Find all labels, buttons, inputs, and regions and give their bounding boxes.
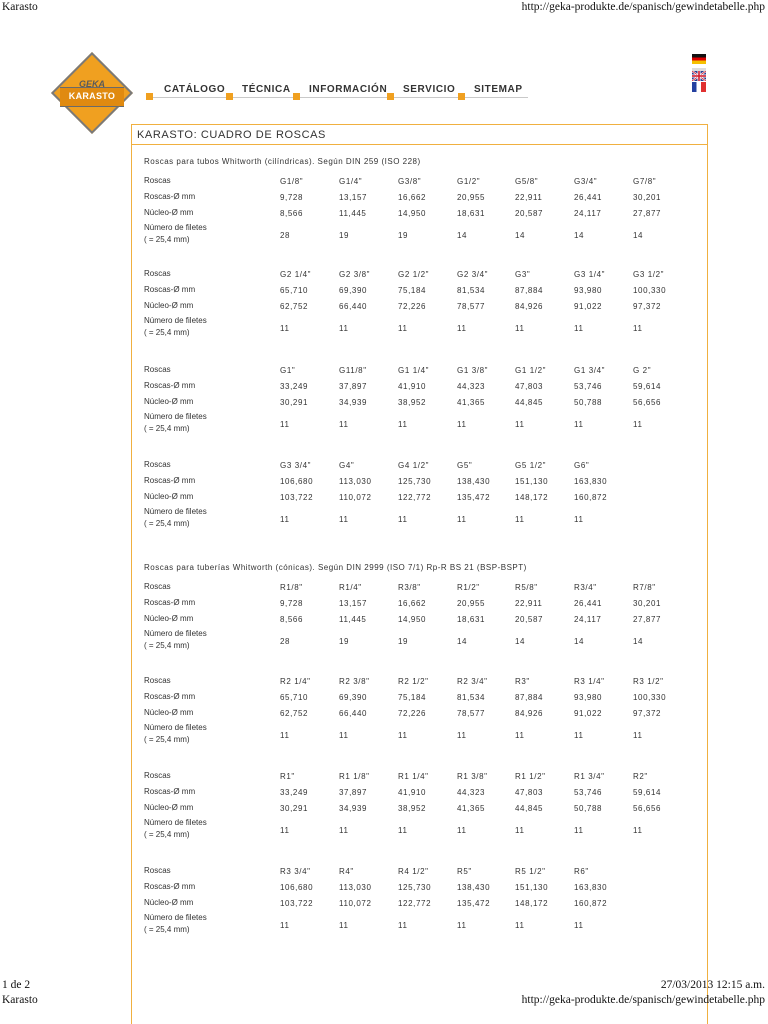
outer-diameter-cell: 13,157 <box>339 193 368 202</box>
outer-diameter-cell: 93,980 <box>574 693 603 702</box>
row-label-threads: Número de filetes <box>144 507 207 516</box>
row-label-roscas: Roscas <box>144 676 171 685</box>
print-header-title: Karasto <box>2 1 38 13</box>
row-label-core: Núcleo-Ø mm <box>144 898 194 907</box>
print-footer-page: 1 de 2 <box>2 979 31 991</box>
outer-diameter-cell: 47,803 <box>515 382 544 391</box>
thread-size-cell: G3/4" <box>574 177 598 186</box>
threads-per-inch-cell: 11 <box>515 324 525 333</box>
outer-diameter-cell: 113,030 <box>339 477 372 486</box>
logo-bottom-text: KARASTO <box>68 91 116 101</box>
row-label-diameter: Roscas-Ø mm <box>144 598 196 607</box>
threads-per-inch-cell: 11 <box>280 324 290 333</box>
outer-diameter-cell: 75,184 <box>398 286 427 295</box>
core-diameter-cell: 20,587 <box>515 209 544 218</box>
row-label-threads-unit: ( = 25,4 mm) <box>144 641 190 650</box>
core-diameter-cell: 97,372 <box>633 302 662 311</box>
core-diameter-cell: 27,877 <box>633 209 662 218</box>
threads-per-inch-cell: 14 <box>633 231 644 240</box>
thread-size-cell: R6" <box>574 867 589 876</box>
threads-per-inch-cell: 11 <box>280 731 290 740</box>
row-label-diameter: Roscas-Ø mm <box>144 476 196 485</box>
threads-per-inch-cell: 11 <box>339 826 349 835</box>
outer-diameter-cell: 44,323 <box>457 382 486 391</box>
outer-diameter-cell: 16,662 <box>398 599 427 608</box>
core-diameter-cell: 41,365 <box>457 398 486 407</box>
outer-diameter-cell: 65,710 <box>280 286 309 295</box>
print-footer-title: Karasto <box>2 994 38 1006</box>
thread-size-cell: G4" <box>339 461 355 470</box>
outer-diameter-cell: 47,803 <box>515 788 544 797</box>
row-label-diameter: Roscas-Ø mm <box>144 882 196 891</box>
outer-diameter-cell: 69,390 <box>339 693 368 702</box>
row-label-roscas: Roscas <box>144 866 171 875</box>
outer-diameter-cell: 22,911 <box>515 599 543 608</box>
print-footer <box>0 979 768 1019</box>
outer-diameter-cell: 22,911 <box>515 193 543 202</box>
thread-size-cell: R5" <box>457 867 472 876</box>
nav-item-tecnica[interactable]: TÉCNICA <box>242 84 291 95</box>
outer-diameter-cell: 13,157 <box>339 599 368 608</box>
outer-diameter-cell: 26,441 <box>574 599 603 608</box>
outer-diameter-cell: 26,441 <box>574 193 603 202</box>
core-diameter-cell: 122,772 <box>398 493 432 502</box>
section-title: Roscas para tuberías Whitworth (cónicas). Según DIN 2999 (ISO 7/1) Rp-R BS 21 (BSP-BSPT) <box>144 563 527 572</box>
thread-size-cell: R3" <box>515 677 530 686</box>
row-label-threads: Número de filetes <box>144 913 207 922</box>
core-diameter-cell: 135,472 <box>457 493 491 502</box>
outer-diameter-cell: 53,746 <box>574 788 603 797</box>
print-footer-datetime: 27/03/2013 12:15 a.m. <box>660 979 765 991</box>
row-label-diameter: Roscas-Ø mm <box>144 285 196 294</box>
threads-per-inch-cell: 11 <box>398 731 408 740</box>
nav-bullet <box>458 93 465 100</box>
thread-size-cell: G3 3/4" <box>280 461 312 470</box>
threads-per-inch-cell: 11 <box>457 420 467 429</box>
core-diameter-cell: 18,631 <box>457 615 486 624</box>
threads-per-inch-cell: 11 <box>515 515 525 524</box>
threads-per-inch-cell: 11 <box>457 826 467 835</box>
thread-size-cell: G2 1/4" <box>280 270 312 279</box>
row-label-core: Núcleo-Ø mm <box>144 614 194 623</box>
core-diameter-cell: 148,172 <box>515 899 549 908</box>
core-diameter-cell: 11,445 <box>339 209 367 218</box>
threads-per-inch-cell: 11 <box>574 515 584 524</box>
outer-diameter-cell: 93,980 <box>574 286 603 295</box>
core-diameter-cell: 11,445 <box>339 615 367 624</box>
row-label-diameter: Roscas-Ø mm <box>144 381 196 390</box>
row-label-roscas: Roscas <box>144 365 171 374</box>
threads-per-inch-cell: 11 <box>574 826 584 835</box>
threads-per-inch-cell: 11 <box>515 420 525 429</box>
thread-size-cell: R2 1/4" <box>280 677 311 686</box>
threads-per-inch-cell: 19 <box>398 637 409 646</box>
outer-diameter-cell: 138,430 <box>457 477 491 486</box>
row-label-core: Núcleo-Ø mm <box>144 397 194 406</box>
outer-diameter-cell: 75,184 <box>398 693 427 702</box>
row-label-roscas: Roscas <box>144 269 171 278</box>
thread-size-cell: G1/8" <box>280 177 304 186</box>
threads-per-inch-cell: 11 <box>574 324 584 333</box>
outer-diameter-cell: 30,201 <box>633 193 662 202</box>
outer-diameter-cell: 87,884 <box>515 693 544 702</box>
threads-per-inch-cell: 11 <box>633 826 643 835</box>
thread-size-cell: G5 1/2" <box>515 461 547 470</box>
thread-size-cell: G1 3/8" <box>457 366 489 375</box>
outer-diameter-cell: 106,680 <box>280 883 314 892</box>
outer-diameter-cell: 9,728 <box>280 193 304 202</box>
core-diameter-cell: 135,472 <box>457 899 491 908</box>
core-diameter-cell: 38,952 <box>398 804 427 813</box>
outer-diameter-cell: 65,710 <box>280 693 309 702</box>
core-diameter-cell: 122,772 <box>398 899 432 908</box>
core-diameter-cell: 44,845 <box>515 804 544 813</box>
thread-size-cell: G1 1/2" <box>515 366 547 375</box>
german-flag-icon[interactable] <box>692 54 706 64</box>
outer-diameter-cell: 59,614 <box>633 382 662 391</box>
outer-diameter-cell: 53,746 <box>574 382 603 391</box>
print-footer-url: http://geka-produkte.de/spanisch/gewindetabelle.php <box>521 994 765 1006</box>
outer-diameter-cell: 30,201 <box>633 599 662 608</box>
nav-underline <box>148 97 528 98</box>
row-label-roscas: Roscas <box>144 582 171 591</box>
outer-diameter-cell: 151,130 <box>515 477 549 486</box>
thread-size-cell: R1 1/2" <box>515 772 546 781</box>
thread-size-cell: R7/8" <box>633 583 656 592</box>
outer-diameter-cell: 33,249 <box>280 382 309 391</box>
thread-size-cell: R4" <box>339 867 354 876</box>
core-diameter-cell: 44,845 <box>515 398 544 407</box>
core-diameter-cell: 34,939 <box>339 804 368 813</box>
core-diameter-cell: 50,788 <box>574 398 603 407</box>
threads-per-inch-cell: 11 <box>280 420 290 429</box>
row-label-core: Núcleo-Ø mm <box>144 208 194 217</box>
row-label-roscas: Roscas <box>144 771 171 780</box>
row-label-threads: Número de filetes <box>144 223 207 232</box>
thread-size-cell: R3 1/2" <box>633 677 664 686</box>
threads-per-inch-cell: 14 <box>633 637 644 646</box>
karasto-logo[interactable] <box>52 53 132 135</box>
core-diameter-cell: 50,788 <box>574 804 603 813</box>
outer-diameter-cell: 41,910 <box>398 788 427 797</box>
core-diameter-cell: 62,752 <box>280 302 309 311</box>
row-label-threads: Número de filetes <box>144 723 207 732</box>
outer-diameter-cell: 125,730 <box>398 883 432 892</box>
outer-diameter-cell: 100,330 <box>633 693 667 702</box>
threads-per-inch-cell: 14 <box>574 637 585 646</box>
threads-per-inch-cell: 11 <box>574 731 584 740</box>
threads-per-inch-cell: 11 <box>398 515 408 524</box>
section-title: Roscas para tubos Whitworth (cilíndricas). Según DIN 259 (ISO 228) <box>144 157 421 166</box>
outer-diameter-cell: 106,680 <box>280 477 314 486</box>
thread-size-cell: R1/8" <box>280 583 303 592</box>
thread-size-cell: G6" <box>574 461 590 470</box>
thread-size-cell: R5 1/2" <box>515 867 546 876</box>
threads-per-inch-cell: 11 <box>457 515 467 524</box>
thread-size-cell: G1 3/4" <box>574 366 606 375</box>
core-diameter-cell: 78,577 <box>457 709 486 718</box>
core-diameter-cell: 84,926 <box>515 709 544 718</box>
core-diameter-cell: 56,656 <box>633 398 662 407</box>
threads-per-inch-cell: 11 <box>633 731 643 740</box>
thread-size-cell: R3/8" <box>398 583 421 592</box>
threads-per-inch-cell: 11 <box>457 921 467 930</box>
nav-bullet <box>387 93 394 100</box>
nav-item-sitemap[interactable]: SITEMAP <box>474 84 523 95</box>
core-diameter-cell: 78,577 <box>457 302 486 311</box>
core-diameter-cell: 160,872 <box>574 493 608 502</box>
threads-per-inch-cell: 11 <box>398 921 408 930</box>
thread-size-cell: R3 3/4" <box>280 867 311 876</box>
print-header <box>0 0 768 16</box>
row-label-threads-unit: ( = 25,4 mm) <box>144 424 190 433</box>
nav-item-catalogo[interactable]: CATÁLOGO <box>164 84 226 95</box>
thread-size-cell: R1" <box>280 772 295 781</box>
row-label-core: Núcleo-Ø mm <box>144 492 194 501</box>
threads-per-inch-cell: 14 <box>457 637 468 646</box>
nav-bullet <box>226 93 233 100</box>
outer-diameter-cell: 16,662 <box>398 193 427 202</box>
thread-size-cell: G1/2" <box>457 177 481 186</box>
row-label-threads-unit: ( = 25,4 mm) <box>144 519 190 528</box>
thread-size-cell: R3 1/4" <box>574 677 605 686</box>
threads-per-inch-cell: 28 <box>280 637 291 646</box>
threads-per-inch-cell: 14 <box>515 637 526 646</box>
core-diameter-cell: 56,656 <box>633 804 662 813</box>
core-diameter-cell: 27,877 <box>633 615 662 624</box>
nav-bullet <box>146 93 153 100</box>
row-label-diameter: Roscas-Ø mm <box>144 192 196 201</box>
outer-diameter-cell: 33,249 <box>280 788 309 797</box>
thread-size-cell: R5/8" <box>515 583 538 592</box>
core-diameter-cell: 66,440 <box>339 302 368 311</box>
core-diameter-cell: 84,926 <box>515 302 544 311</box>
threads-per-inch-cell: 11 <box>280 921 290 930</box>
thread-size-cell: R1 1/4" <box>398 772 429 781</box>
thread-size-cell: G7/8" <box>633 177 657 186</box>
thread-size-cell: G4 1/2" <box>398 461 430 470</box>
core-diameter-cell: 148,172 <box>515 493 549 502</box>
threads-per-inch-cell: 11 <box>398 826 408 835</box>
core-diameter-cell: 8,566 <box>280 209 304 218</box>
thread-size-cell: G3 1/2" <box>633 270 665 279</box>
row-label-threads-unit: ( = 25,4 mm) <box>144 735 190 744</box>
threads-per-inch-cell: 19 <box>339 637 350 646</box>
outer-diameter-cell: 81,534 <box>457 286 486 295</box>
core-diameter-cell: 14,950 <box>398 209 427 218</box>
threads-per-inch-cell: 11 <box>398 420 408 429</box>
thread-size-cell: G3" <box>515 270 531 279</box>
row-label-core: Núcleo-Ø mm <box>144 301 194 310</box>
row-label-threads-unit: ( = 25,4 mm) <box>144 328 190 337</box>
threads-per-inch-cell: 11 <box>515 921 525 930</box>
core-diameter-cell: 8,566 <box>280 615 304 624</box>
threads-per-inch-cell: 11 <box>515 731 525 740</box>
threads-per-inch-cell: 14 <box>515 231 526 240</box>
thread-size-cell: R1 1/8" <box>339 772 370 781</box>
threads-per-inch-cell: 11 <box>515 826 525 835</box>
outer-diameter-cell: 125,730 <box>398 477 432 486</box>
row-label-threads: Número de filetes <box>144 412 207 421</box>
threads-per-inch-cell: 11 <box>574 420 584 429</box>
thread-size-cell: G 2" <box>633 366 652 375</box>
row-label-threads-unit: ( = 25,4 mm) <box>144 830 190 839</box>
core-diameter-cell: 103,722 <box>280 493 314 502</box>
outer-diameter-cell: 41,910 <box>398 382 427 391</box>
thread-size-cell: G2 3/4" <box>457 270 489 279</box>
logo-top-text: GEKA <box>78 79 105 89</box>
core-diameter-cell: 66,440 <box>339 709 368 718</box>
outer-diameter-cell: 20,955 <box>457 193 486 202</box>
thread-size-cell: R1/4" <box>339 583 362 592</box>
outer-diameter-cell: 81,534 <box>457 693 486 702</box>
core-diameter-cell: 41,365 <box>457 804 486 813</box>
row-label-roscas: Roscas <box>144 176 171 185</box>
thread-size-cell: R1 3/4" <box>574 772 605 781</box>
thread-size-cell: R1/2" <box>457 583 480 592</box>
outer-diameter-cell: 37,897 <box>339 382 368 391</box>
thread-size-cell: G5" <box>457 461 473 470</box>
row-label-threads: Número de filetes <box>144 818 207 827</box>
threads-per-inch-cell: 11 <box>457 731 467 740</box>
nav-bullet <box>293 93 300 100</box>
outer-diameter-cell: 59,614 <box>633 788 662 797</box>
row-label-threads-unit: ( = 25,4 mm) <box>144 925 190 934</box>
threads-per-inch-cell: 19 <box>398 231 409 240</box>
outer-diameter-cell: 37,897 <box>339 788 368 797</box>
core-diameter-cell: 160,872 <box>574 899 608 908</box>
thread-size-cell: R3/4" <box>574 583 597 592</box>
threads-per-inch-cell: 11 <box>280 826 290 835</box>
thread-size-cell: R2" <box>633 772 648 781</box>
outer-diameter-cell: 100,330 <box>633 286 667 295</box>
uk-flag-icon[interactable] <box>692 68 706 78</box>
threads-per-inch-cell: 11 <box>280 515 290 524</box>
threads-per-inch-cell: 11 <box>339 921 349 930</box>
outer-diameter-cell: 163,830 <box>574 477 608 486</box>
threads-per-inch-cell: 11 <box>339 420 349 429</box>
outer-diameter-cell: 44,323 <box>457 788 486 797</box>
row-label-threads-unit: ( = 25,4 mm) <box>144 235 190 244</box>
threads-per-inch-cell: 14 <box>457 231 468 240</box>
row-label-threads: Número de filetes <box>144 316 207 325</box>
outer-diameter-cell: 69,390 <box>339 286 368 295</box>
thread-size-cell: G11/8" <box>339 366 367 375</box>
core-diameter-cell: 110,072 <box>339 493 372 502</box>
nav-item-servicio[interactable]: SERVICIO <box>403 84 456 95</box>
outer-diameter-cell: 20,955 <box>457 599 486 608</box>
print-header-url: http://geka-produkte.de/spanisch/gewindetabelle.php <box>521 1 765 13</box>
outer-diameter-cell: 87,884 <box>515 286 544 295</box>
thread-size-cell: G1/4" <box>339 177 363 186</box>
row-label-threads: Número de filetes <box>144 629 207 638</box>
threads-per-inch-cell: 11 <box>398 324 408 333</box>
main-nav <box>140 80 660 102</box>
core-diameter-cell: 34,939 <box>339 398 368 407</box>
thread-size-cell: R4 1/2" <box>398 867 429 876</box>
row-label-diameter: Roscas-Ø mm <box>144 692 196 701</box>
threads-per-inch-cell: 11 <box>339 324 349 333</box>
outer-diameter-cell: 113,030 <box>339 883 372 892</box>
thread-size-cell: R2 3/8" <box>339 677 370 686</box>
thread-size-cell: G1" <box>280 366 296 375</box>
thread-size-cell: G5/8" <box>515 177 539 186</box>
core-diameter-cell: 38,952 <box>398 398 427 407</box>
core-diameter-cell: 110,072 <box>339 899 372 908</box>
thread-size-cell: G3/8" <box>398 177 422 186</box>
threads-per-inch-cell: 11 <box>633 420 643 429</box>
core-diameter-cell: 30,291 <box>280 398 309 407</box>
threads-per-inch-cell: 19 <box>339 231 350 240</box>
threads-per-inch-cell: 11 <box>339 731 349 740</box>
core-diameter-cell: 97,372 <box>633 709 662 718</box>
core-diameter-cell: 103,722 <box>280 899 314 908</box>
row-label-roscas: Roscas <box>144 460 171 469</box>
threads-per-inch-cell: 11 <box>574 921 584 930</box>
core-diameter-cell: 91,022 <box>574 709 603 718</box>
thread-size-cell: G1 1/4" <box>398 366 430 375</box>
row-label-core: Núcleo-Ø mm <box>144 708 194 717</box>
core-diameter-cell: 72,226 <box>398 302 427 311</box>
language-selector <box>692 54 708 96</box>
thread-size-cell: R2 3/4" <box>457 677 488 686</box>
page-title: KARASTO: CUADRO DE ROSCAS <box>137 129 326 141</box>
core-diameter-cell: 14,950 <box>398 615 427 624</box>
core-diameter-cell: 24,117 <box>574 615 602 624</box>
outer-diameter-cell: 138,430 <box>457 883 491 892</box>
outer-diameter-cell: 9,728 <box>280 599 304 608</box>
core-diameter-cell: 72,226 <box>398 709 427 718</box>
core-diameter-cell: 18,631 <box>457 209 486 218</box>
outer-diameter-cell: 151,130 <box>515 883 549 892</box>
core-diameter-cell: 62,752 <box>280 709 309 718</box>
title-divider <box>131 144 708 145</box>
thread-size-cell: G2 1/2" <box>398 270 430 279</box>
thread-size-cell: R1 3/8" <box>457 772 488 781</box>
row-label-core: Núcleo-Ø mm <box>144 803 194 812</box>
threads-per-inch-cell: 14 <box>574 231 585 240</box>
thread-size-cell: G3 1/4" <box>574 270 606 279</box>
threads-per-inch-cell: 11 <box>457 324 467 333</box>
thread-size-cell: G2 3/8" <box>339 270 371 279</box>
french-flag-icon[interactable] <box>692 82 706 92</box>
outer-diameter-cell: 163,830 <box>574 883 608 892</box>
threads-per-inch-cell: 11 <box>633 324 643 333</box>
threads-per-inch-cell: 28 <box>280 231 291 240</box>
core-diameter-cell: 91,022 <box>574 302 603 311</box>
threads-per-inch-cell: 11 <box>339 515 349 524</box>
thread-size-cell: R2 1/2" <box>398 677 429 686</box>
core-diameter-cell: 24,117 <box>574 209 602 218</box>
row-label-diameter: Roscas-Ø mm <box>144 787 196 796</box>
core-diameter-cell: 30,291 <box>280 804 309 813</box>
core-diameter-cell: 20,587 <box>515 615 544 624</box>
nav-item-informacion[interactable]: INFORMACIÓN <box>309 84 388 95</box>
